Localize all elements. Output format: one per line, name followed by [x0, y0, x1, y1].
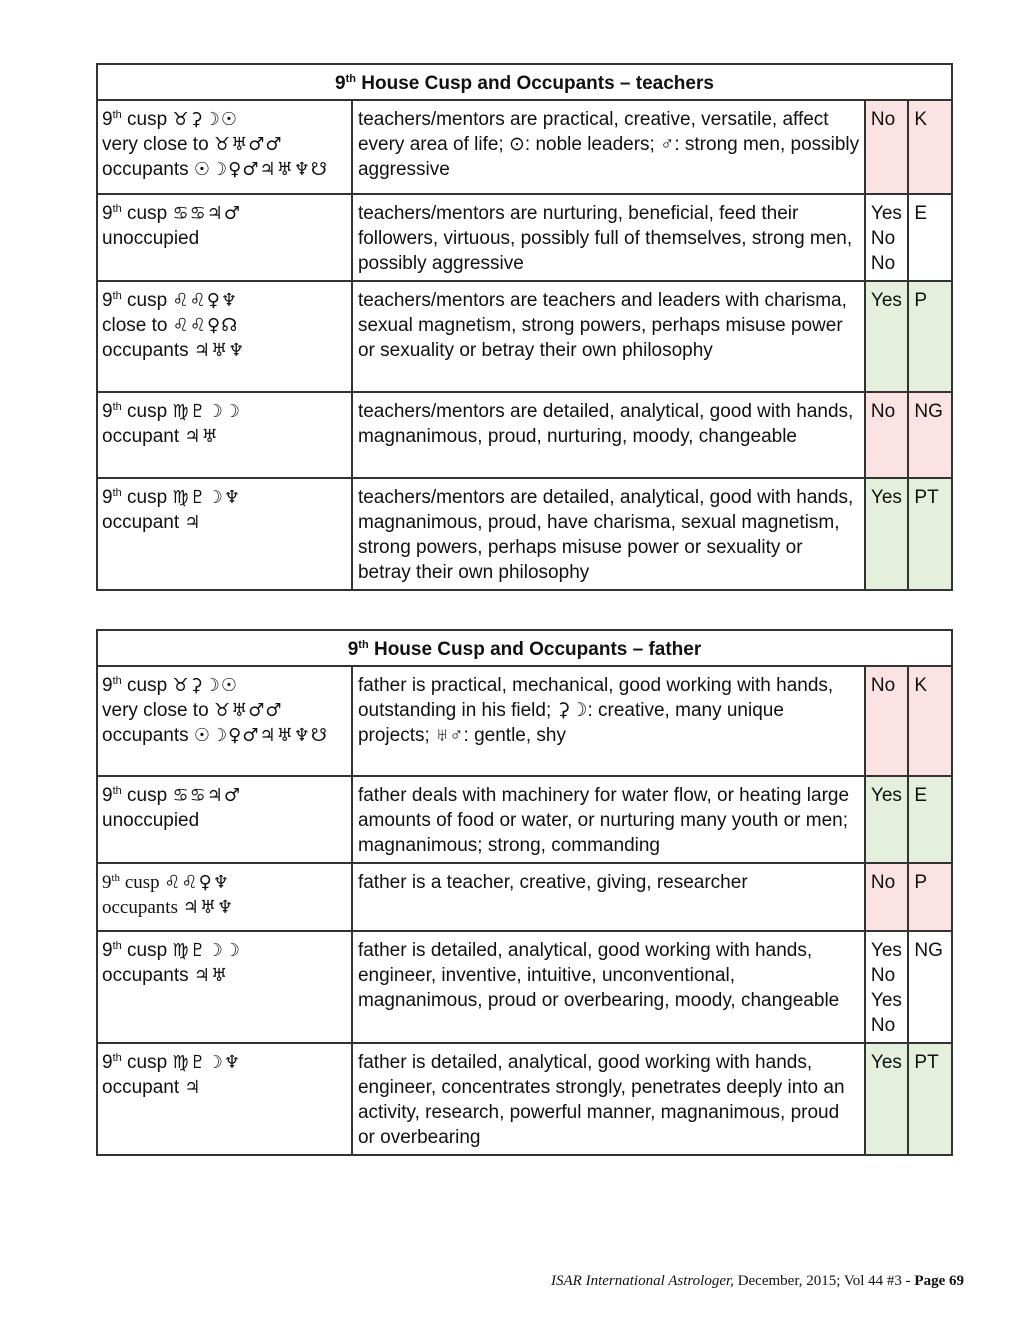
cusp-cell: 9th cusp ♌♌♀♆ close to ♌♌♀☊ occupants ♃♅♆ [97, 281, 352, 392]
description-cell: father is a teacher, creative, giving, researcher [352, 863, 865, 931]
code-cell: K [908, 100, 952, 194]
page-footer [551, 1273, 964, 1290]
table-row [97, 931, 952, 1043]
table-row [97, 100, 952, 194]
zodiac-glyphs: ☉☽♀♂♃♅♆☋ [193, 159, 328, 180]
zodiac-glyphs: ♍♇☽♆ [172, 487, 242, 508]
answer-cell: No [865, 666, 909, 776]
description-cell: teachers/mentors are detailed, analytical, good with hands, magnanimous, proud, have charisma, sexual magnetism, strong powers, perhaps misuse power or sexuality or betray their own philosophy [352, 478, 865, 590]
cusp-cell: 9th cusp ♍♇☽☽ occupants ♃♅ [97, 931, 352, 1043]
description-cell: father is detailed, analytical, good working with hands, engineer, concentrates strongly, penetrates deeply into an activity, research, powerful manner, magnanimous, proud or overbearing [352, 1043, 865, 1155]
zodiac-glyphs: ♌♌♀♆ [172, 290, 239, 311]
table-row [97, 281, 952, 392]
zodiac-glyphs: ♉♅♂♂ [213, 134, 283, 155]
answer-cell: No [865, 392, 909, 478]
zodiac-glyphs: ♉⚳☽☉ [172, 675, 239, 696]
zodiac-glyphs: ♃♅♆ [193, 340, 246, 361]
teachers-table-title: 9th House Cusp and Occupants – teachers [97, 64, 952, 100]
cusp-cell: 9th cusp ♋♋♃♂ unoccupied [97, 776, 352, 863]
zodiac-glyphs: ♃♅♆ [182, 897, 235, 918]
cusp-cell: 9th cusp ♋♋♃♂ unoccupied [97, 194, 352, 281]
description-cell: teachers/mentors are practical, creative, versatile, affect every area of life; ⊙: noble leaders; ♂: strong men, possibly aggressive [352, 100, 865, 194]
answer-cell: Yes [865, 1043, 909, 1155]
cusp-cell: 9th cusp ♌♌♀♆ occupants ♃♅♆ [97, 863, 352, 931]
table-row [97, 666, 952, 776]
code-cell: K [908, 666, 952, 776]
issue-details: December, 2015; Vol 44 #3 - [733, 1273, 915, 1289]
zodiac-glyphs: ♃ [184, 512, 202, 533]
answer-cell: Yes No Yes No [865, 931, 909, 1043]
table-row [97, 478, 952, 590]
publication-name: ISAR International Astrologer, [551, 1273, 734, 1289]
teachers-table [96, 63, 953, 591]
zodiac-glyphs: ♉♅♂♂ [213, 700, 283, 721]
zodiac-glyphs: ♍♇☽☽ [172, 401, 242, 422]
zodiac-glyphs: ♃ [184, 1077, 202, 1098]
zodiac-glyphs: ♉⚳☽☉ [172, 109, 239, 130]
father-table [96, 629, 953, 1156]
zodiac-glyphs: ♋♋♃♂ [172, 785, 242, 806]
answer-cell: Yes [865, 776, 909, 863]
zodiac-glyphs: ♃♅ [184, 426, 219, 447]
code-cell: PT [908, 478, 952, 590]
table-row [97, 776, 952, 863]
answer-cell: Yes [865, 281, 909, 392]
code-cell: NG [908, 392, 952, 478]
code-cell: E [908, 194, 952, 281]
code-cell: P [908, 863, 952, 931]
page-number: Page 69 [914, 1273, 964, 1289]
answer-cell: No [865, 863, 909, 931]
table-row [97, 392, 952, 478]
cusp-cell: 9th cusp ♍♇☽♆ occupant ♃ [97, 1043, 352, 1155]
description-cell: father is detailed, analytical, good working with hands, engineer, inventive, intuitive, unconventional, magnanimous, proud or overbearing, moody, changeable [352, 931, 865, 1043]
cusp-cell: 9th cusp ♍♇☽☽ occupant ♃♅ [97, 392, 352, 478]
description-cell: teachers/mentors are teachers and leaders with charisma, sexual magnetism, strong powers, perhaps misuse power or sexuality or betray their own philosophy [352, 281, 865, 392]
zodiac-glyphs: ♃♅ [193, 965, 229, 986]
zodiac-glyphs: ☉☽♀♂♃♅♆☋ [193, 725, 328, 746]
zodiac-glyphs: ♍♇☽♆ [172, 1052, 242, 1073]
cusp-cell: 9th cusp ♍♇☽♆ occupant ♃ [97, 478, 352, 590]
code-cell: NG [908, 931, 952, 1043]
code-cell: E [908, 776, 952, 863]
table-row [97, 194, 952, 281]
zodiac-glyphs: ♌♌♀♆ [164, 872, 230, 893]
cusp-cell: 9th cusp ♉⚳☽☉ very close to ♉♅♂♂ occupants ☉☽♀♂♃♅♆☋ [97, 666, 352, 776]
answer-cell: Yes No No [865, 194, 909, 281]
code-cell: P [908, 281, 952, 392]
description-cell: father is practical, mechanical, good working with hands, outstanding in his field; ⚳☽: creative, many unique projects; ♅♂: gentle, shy [352, 666, 865, 776]
answer-cell: No [865, 100, 909, 194]
zodiac-glyphs: ♍♇☽☽ [172, 940, 242, 961]
cusp-cell: 9th cusp ♉⚳☽☉ very close to ♉♅♂♂ occupants ☉☽♀♂♃♅♆☋ [97, 100, 352, 194]
zodiac-glyphs: ♌♌♀☊ [172, 315, 239, 336]
description-cell: teachers/mentors are detailed, analytical, good with hands, magnanimous, proud, nurturing, moody, changeable [352, 392, 865, 478]
description-cell: father deals with machinery for water flow, or heating large amounts of food or water, or nurturing many youth or men; magnanimous; strong, commanding [352, 776, 865, 863]
code-cell: PT [908, 1043, 952, 1155]
table-row [97, 1043, 952, 1155]
description-cell: teachers/mentors are nurturing, beneficial, feed their followers, virtuous, possibly full of themselves, strong men, possibly aggressive [352, 194, 865, 281]
zodiac-glyphs: ♋♋♃♂ [172, 203, 242, 224]
answer-cell: Yes [865, 478, 909, 590]
table-row [97, 863, 952, 931]
father-table-title: 9th House Cusp and Occupants – father [97, 630, 952, 666]
